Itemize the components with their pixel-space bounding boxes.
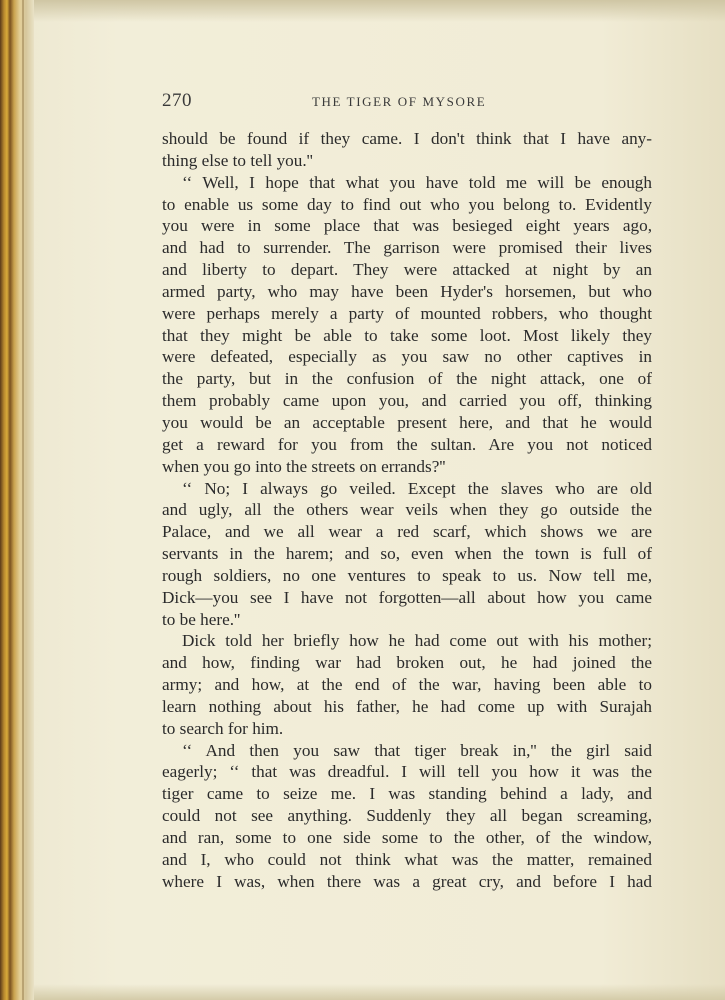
text-line: and how, finding war had broken out, he had joined the	[162, 653, 652, 673]
text-line: learn nothing about his father, he had come up with Surajah	[162, 696, 652, 716]
text-line: to enable us some day to find out who you belong to. Evidently	[162, 194, 652, 214]
text-line: and liberty to depart. They were attacked at night by an	[162, 260, 652, 280]
text-line: that they might be able to take some loot. Most likely they	[162, 325, 652, 345]
text-line: and had to surrender. The garrison were promised their lives	[162, 238, 652, 258]
text-line: ‘‘ Well, I hope that what you have told me will be enough	[182, 172, 652, 192]
text-line: Dick—you see I have not forgotten—all about how you came	[162, 587, 652, 607]
page-bottom-shadow	[34, 984, 725, 1000]
text-line: when you go into the streets on errands?''	[162, 456, 446, 476]
text-line: you were in some place that was besieged eight years ago,	[162, 216, 652, 236]
body-text	[162, 128, 652, 893]
text-line: and I, who could not think what was the matter, remained	[162, 849, 652, 869]
text-line: Dick told her briefly how he had come out with his mother;	[182, 631, 652, 651]
text-line: get a reward for you from the sultan. Are you not noticed	[162, 434, 652, 454]
text-line: them probably came upon you, and carried you off, thinking	[162, 391, 652, 411]
text-line: Palace, and we all wear a red scarf, which shows we are	[162, 522, 652, 542]
text-line: to search for him.	[162, 718, 284, 738]
text-line: were defeated, especially as you saw no other captives in	[162, 347, 652, 367]
text-line: were perhaps merely a party of mounted robbers, who thought	[162, 303, 652, 323]
text-line: should be found if they came. I don't think that I have any-	[162, 129, 652, 148]
text-line: servants in the harem; and so, even when the town is full of	[162, 544, 652, 564]
book-binding-edge	[0, 0, 34, 1000]
text-line: and ugly, all the others wear veils when they go outside the	[162, 500, 652, 520]
text-line: ‘‘ No; I always go veiled. Except the slaves who are old	[182, 478, 652, 498]
text-line: rough soldiers, no one ventures to speak to us. Now tell me,	[162, 565, 652, 585]
text-line: armed party, who may have been Hyder's horsemen, but who	[162, 281, 652, 301]
text-line: you would be an acceptable present here, and that he would	[162, 412, 652, 432]
text-line: ‘‘ And then you saw that tiger break in,'' the girl said	[182, 740, 652, 760]
text-line: army; and how, at the end of the war, having been able to	[162, 675, 652, 695]
text-line: tiger came to seize me. I was standing behind a lady, and	[162, 784, 652, 804]
text-line: thing else to tell you.''	[162, 150, 313, 170]
text-line: where I was, when there was a great cry, and before I had	[162, 871, 652, 891]
text-line: eagerly; ‘‘ that was dreadful. I will tell you how it was the	[162, 762, 652, 782]
text-line: to be here.''	[162, 609, 241, 629]
page-number: 270	[162, 90, 192, 111]
running-head: THE TIGER OF MYSORE	[312, 94, 487, 109]
page-header	[162, 90, 654, 114]
text-line: the party, but in the confusion of the night attack, one of	[162, 369, 652, 389]
page-top-shadow	[34, 0, 725, 22]
text-line: could not see anything. Suddenly they all began screaming,	[162, 806, 652, 826]
text-line: and ran, some to one side some to the other, of the window,	[162, 828, 652, 847]
